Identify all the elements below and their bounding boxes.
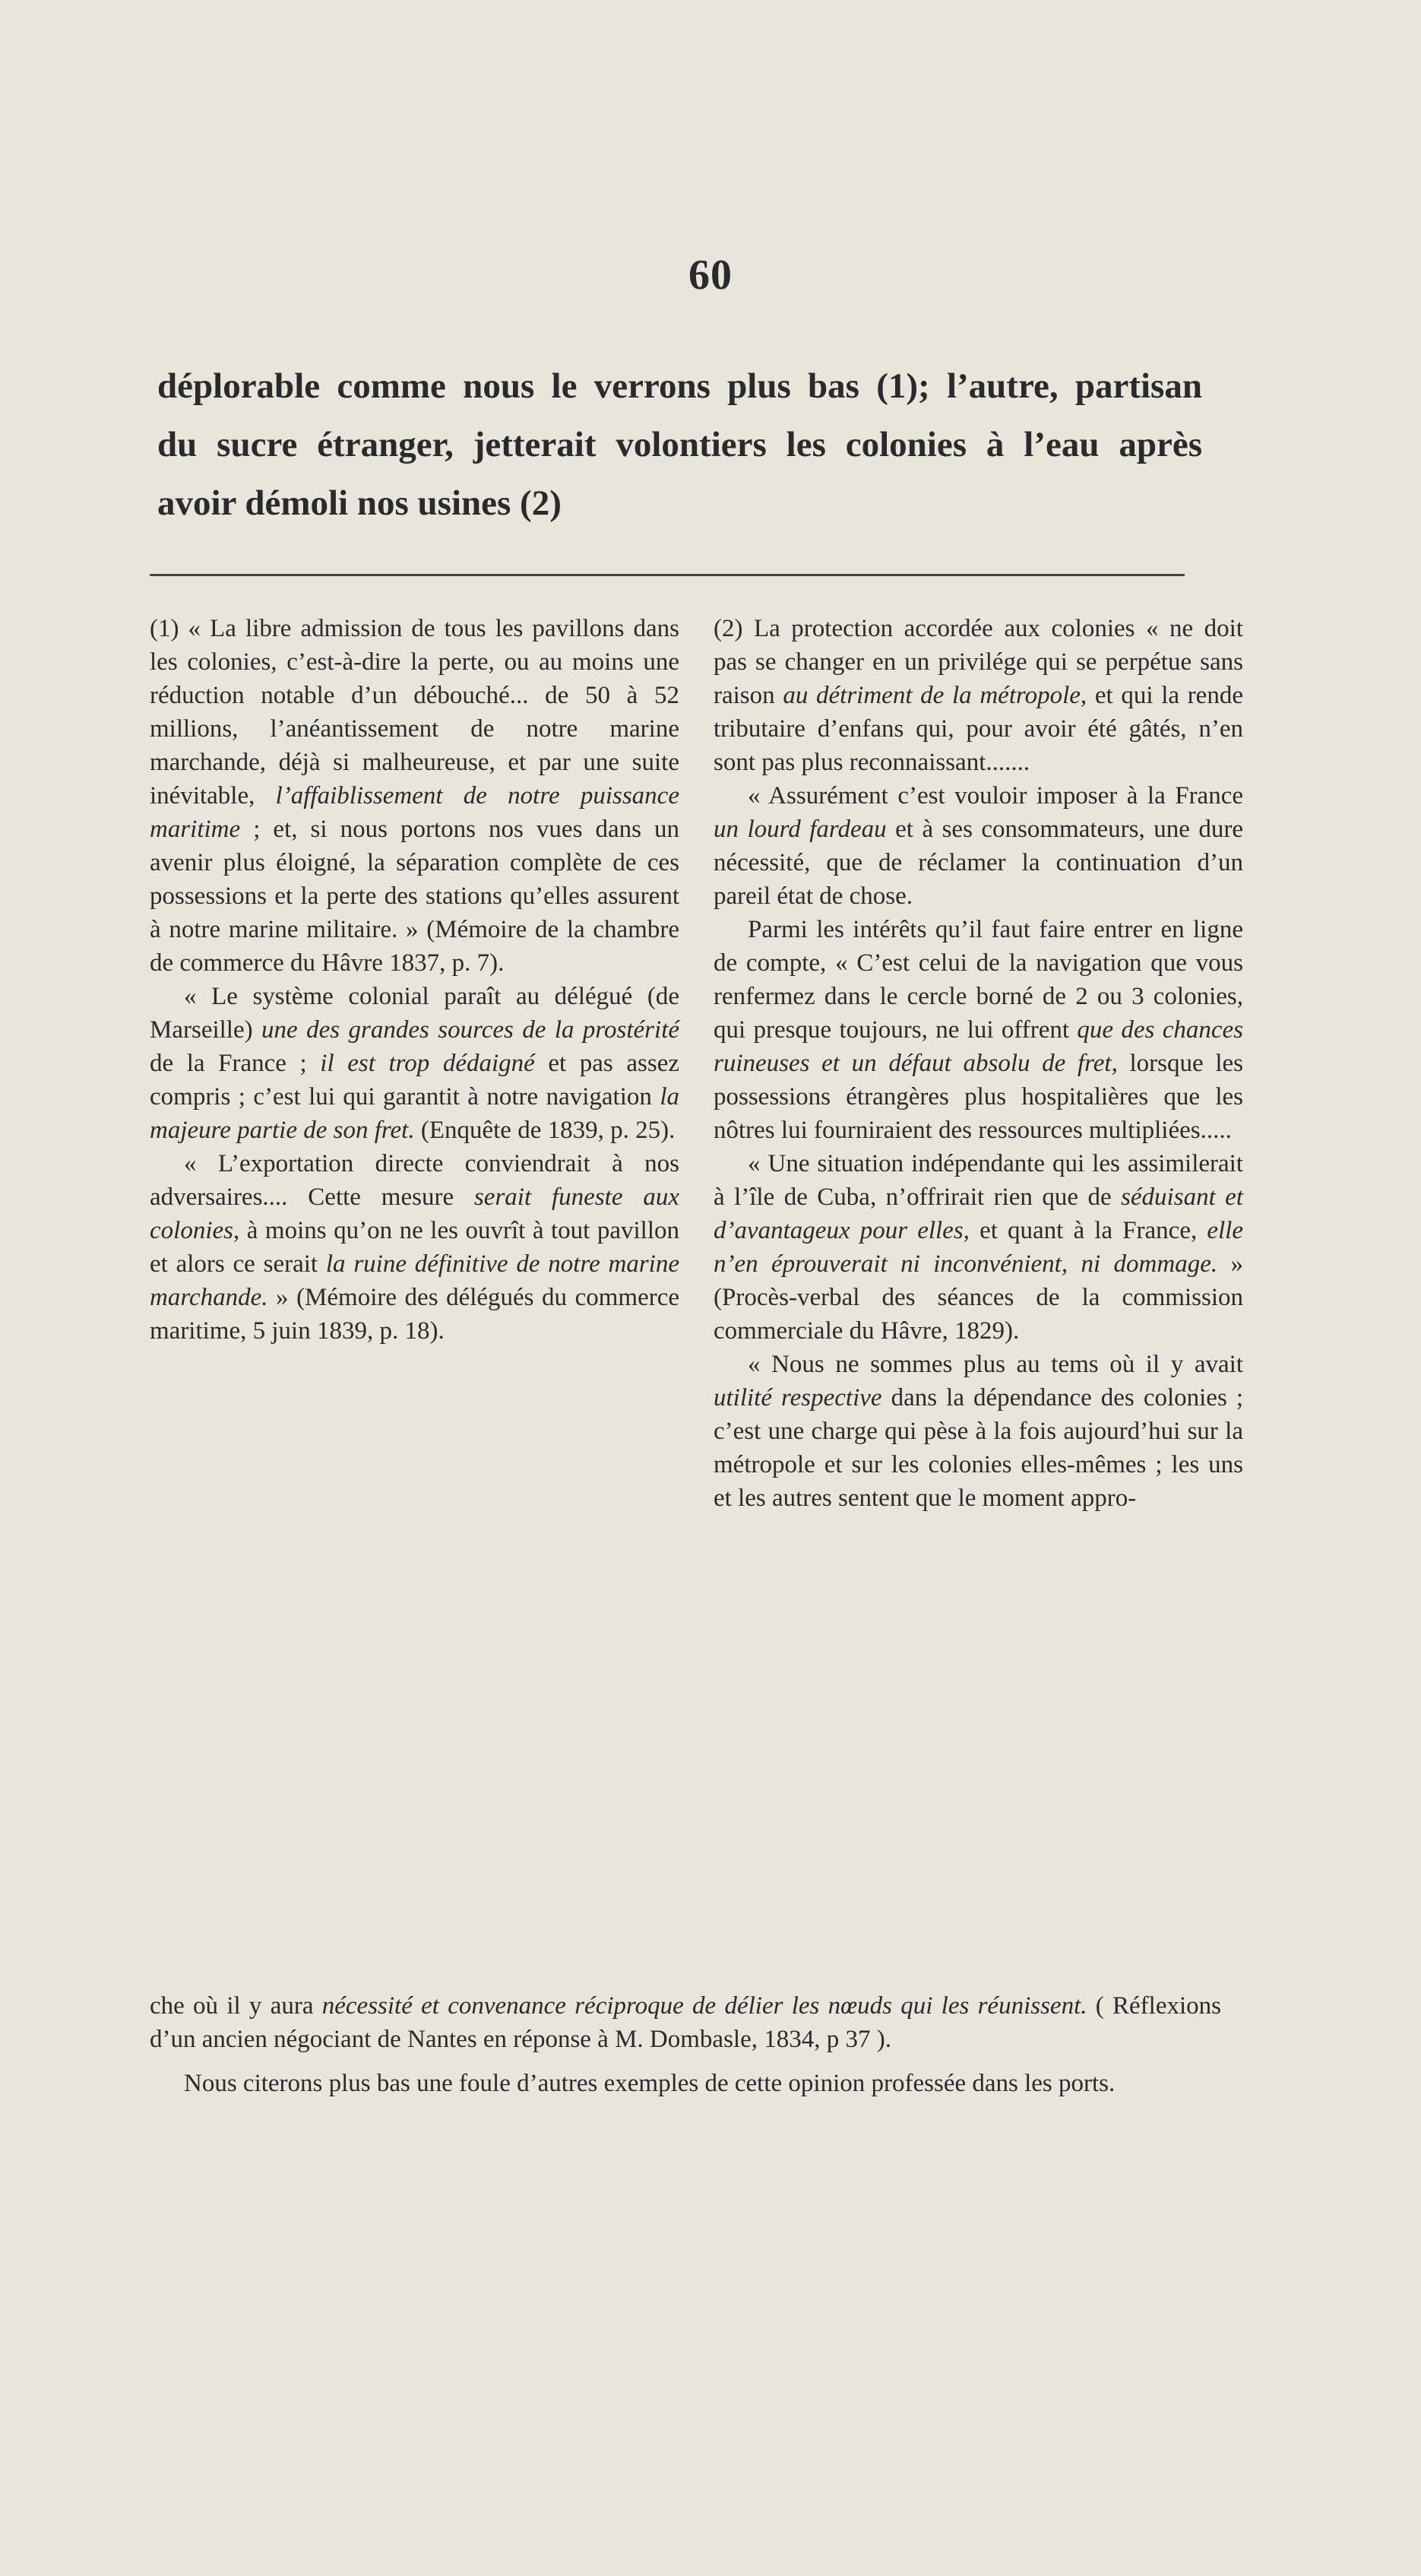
footnote-1-quote-2: « Le système colonial paraît au délégué (de Marseille) une des grandes sources de la prostérité de la France ; il est trop dédaigné et pas assez compris ; c’est lui qui garantit à notre navigation la majeure partie de son fret. (Enquête de 1839, p. 25). [150,983,680,1144]
footnote-2-continuation: che où il y aura nécessité et convenance réciproque de délier les nœuds qui les réunissent. ( Réflexions d’un ancien négociant de Nantes en réponse à M. Dombasle, 1834, p 37 ). [150,1992,1221,2053]
footnote-2-quote-2: « Assurément c’est vouloir imposer à la France un lourd fardeau et à ses consommateurs, une dure nécessité, que de réclamer la continuation d’un pareil état de chose. [714,782,1243,910]
page-number: 60 [688,252,733,299]
footnote-2: (2) La protection accordée aux colonies « ne doit pas se changer en un privilége qui se perpétue sans raison au détriment de la métropole, et qui la rende tributaire d’enfans qui, pour avoir été gâtés, n’en sont pas plus reconnaissant....... [714,615,1243,776]
footnote-rule [150,574,1185,576]
footnote-2-quote-5: « Nous ne sommes plus au tems où il y avait utilité respective dans la dépendance des colonies ; c’est une charge qui pèse à la fois aujourd’hui sur la métropole et sur les colonies elles-mêmes ; les uns et les autres sentent que le moment appro- [714,1351,1244,1512]
footnote-closing: Nous citerons plus bas une foule d’autres exemples de cette opinion professée dans les ports. [184,2070,1116,2097]
main-text [157,357,1202,533]
footnote-full-width [150,1989,1221,2100]
footnote-2-quote-3: Parmi les intérêts qu’il faut faire entrer en ligne de compte, « C’est celui de la navigation que vous renfermez dans le cercle borné de 2 ou 3 colonies, qui presque toujours, ne lui offrent que des chances ruineuses et un défaut absolu de fret, lorsque les possessions étrangères plus hospitalières que les nôtres lui fourniraient des ressources multipliées..... [714,916,1243,1144]
main-text-line: déplorable comme nous le verrons plus bas (1); l’autre, partisan [157,366,1202,406]
footnote-2-quote-4: « Une situation indépendante qui les assimilerait à l’île de Cuba, n’offrirait rien que de séduisant et d’avantageux pour elles, et quant à la France, elle n’en éprouverait ni inconvénient, ni dommage. » (Procès-verbal des séances de la commission commerciale du Hâvre, 1829). [714,1150,1243,1345]
main-text-line: du sucre étranger, jetterait volontiers les colonies à l’eau après [157,425,1202,464]
footnote-column-right [714,612,1243,1515]
footnote-1-quote-3: « L’exportation directe conviendrait à nos adversaires.... Cette mesure serait funeste aux colonies, à moins qu’on ne les ouvrît à tout pavillon et alors ce serait la ruine définitive de notre marine marchande. » (Mémoire des délégués du commerce maritime, 5 juin 1839, p. 18). [150,1150,679,1345]
footnote-1: (1) « La libre admission de tous les pavillons dans les colonies, c’est-à-dire la perte, ou au moins une réduction notable d’un débouché... de 50 à 52 millions, l’anéantissement de notre marine marchande, déjà si malheureuse, et par une suite inévitable, l’affaiblissement de notre puissance maritime ; et, si nous portons nos vues dans un avenir plus éloigné, la séparation complète de ces possessions et la perte des stations qu’elles assurent à notre marine militaire. » (Mémoire de la chambre de commerce du Hâvre 1837, p. 7). [150,615,679,977]
footnote-column-left [150,612,679,1348]
main-text-line: avoir démoli nos usines (2) [157,483,562,523]
